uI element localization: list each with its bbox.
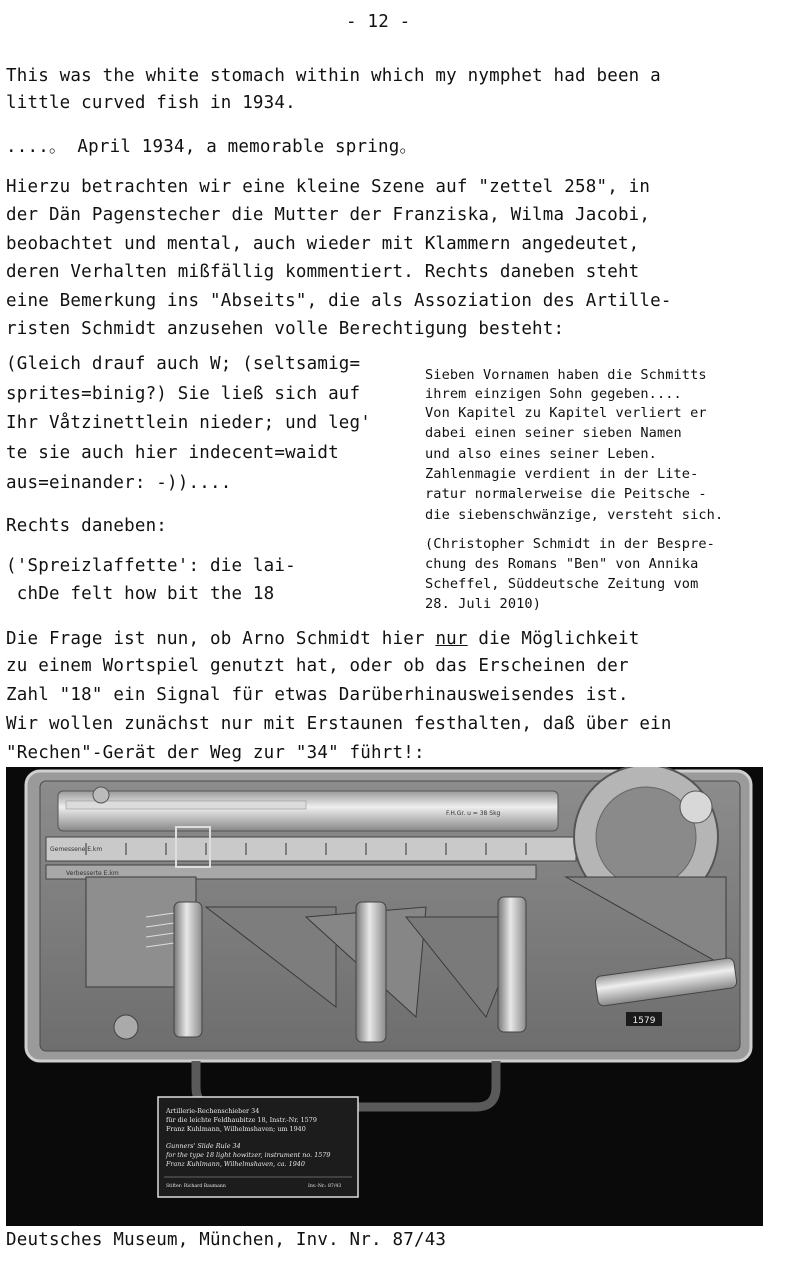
para2-line: ....。 April 1934, a memorable spring。 bbox=[6, 137, 418, 157]
side-source-line3: Scheffel, Süddeutsche Zeitung vom bbox=[425, 576, 699, 592]
card-donor: Stifter: Richard Baumann bbox=[166, 1184, 226, 1189]
spreiz-line2: chDe felt how bit the 18 bbox=[6, 584, 275, 604]
scale-label: Verbesserte E.km bbox=[66, 870, 119, 877]
slide-rule-photo bbox=[6, 767, 763, 1226]
card-en-title: Gunners' Slide Rule 34 bbox=[166, 1142, 241, 1150]
quote-left-line1: (Gleich drauf auch W; (seltsamig= bbox=[6, 354, 361, 374]
para4-line2: zu einem Wortspiel genutzt hat, oder ob das Erscheinen der bbox=[6, 656, 629, 676]
side-source-line1: (Christopher Schmidt in der Bespre- bbox=[425, 536, 715, 552]
side-source-line2: chung des Romans "Ben" von Annika bbox=[425, 556, 699, 572]
side-quote-line1: Sieben Vornamen haben die Schmitts bbox=[425, 367, 707, 383]
para3-line3: beobachtet und mental, auch wieder mit Klammern angedeutet, bbox=[6, 234, 640, 254]
para3-line5: eine Bemerkung ins "Abseits", die als Assoziation des Artille- bbox=[6, 291, 672, 311]
card-title: Artillerie-Rechenschieber 34 bbox=[166, 1107, 260, 1115]
para3-line2: der Dän Pagenstecher die Mutter der Franziska, Wilma Jacobi, bbox=[6, 205, 651, 225]
para3-line6: risten Schmidt anzusehen volle Berechtigung besteht: bbox=[6, 319, 565, 339]
para1-line1: This was the white stomach within which my nymphet had been a bbox=[6, 66, 661, 86]
card-line3: Franz Kuhlmann, Wilhelmshaven; um 1940 bbox=[166, 1125, 306, 1133]
gemessene-label: Gemessene E.km bbox=[50, 846, 103, 853]
photo-caption: Deutsches Museum, München, Inv. Nr. 87/43 bbox=[6, 1230, 447, 1250]
page-number: - 12 - bbox=[346, 12, 411, 32]
tube-label: F.H.Gr. u = 38 Skg bbox=[446, 810, 501, 817]
para4-line1 bbox=[6, 625, 639, 654]
side-quote-line7: ratur normalerweise die Peitsche - bbox=[425, 486, 707, 502]
para4-underlined-word: nur bbox=[435, 629, 468, 649]
side-quote-line6: Zahlenmagie verdient in der Lite- bbox=[425, 466, 699, 482]
side-quote-line4: dabei einen seiner sieben Namen bbox=[425, 425, 682, 441]
side-quote-line3: Von Kapitel zu Kapitel verliert er bbox=[425, 405, 707, 421]
quote-left-line5: aus=einander: -)).... bbox=[6, 473, 232, 493]
side-quote-line8: die siebenschwänzige, versteht sich. bbox=[425, 507, 724, 523]
para3-line1: Hierzu betrachten wir eine kleine Szene auf "zettel 258", in bbox=[6, 177, 651, 197]
quote-left-line4: te sie auch hier indecent=waidt bbox=[6, 443, 339, 463]
side-source-line4: 28. Juli 2010) bbox=[425, 596, 541, 612]
para4-line1-before: Die Frage ist nun, ob Arno Schmidt hier bbox=[6, 629, 436, 649]
para1-line2: little curved fish in 1934. bbox=[6, 93, 296, 113]
para4-line3: Zahl "18" ein Signal für etwas Darüberhinausweisendes ist. bbox=[6, 685, 629, 705]
side-quote-line2: ihrem einzigen Sohn gegeben.... bbox=[425, 386, 682, 402]
serial-number: 1579 bbox=[632, 1016, 656, 1026]
para3-line4: deren Verhalten mißfällig kommentiert. Rechts daneben steht bbox=[6, 262, 640, 282]
quote-left-line3: Ihr Våtzinettlein nieder; und leg' bbox=[6, 413, 372, 433]
card-inv: Inv.-Nr.: 87/43 bbox=[308, 1184, 342, 1189]
side-quote-line5: und also eines seiner Leben. bbox=[425, 446, 657, 462]
para4-line1-after: die Möglichkeit bbox=[467, 629, 640, 649]
spreiz-line1: ('Spreizlaffette': die lai- bbox=[6, 556, 296, 576]
para4-line5: "Rechen"-Gerät der Weg zur "34" führt!: bbox=[6, 743, 425, 763]
quote-left-line2: sprites=binig?) Sie ließ sich auf bbox=[6, 384, 361, 404]
para4-line4: Wir wollen zunächst nur mit Erstaunen festhalten, daß über ein bbox=[6, 714, 672, 734]
card-en-line2: for the type 18 light howitzer, instrument no. 1579 bbox=[166, 1151, 331, 1159]
card-en-line3: Franz Kuhlmann, Wilhelmshaven, ca. 1940 bbox=[166, 1160, 305, 1168]
card-line2: für die leichte Feldhaubitze 18, Instr.-Nr. 1579 bbox=[166, 1116, 317, 1124]
rechts-daneben-label: Rechts daneben: bbox=[6, 516, 168, 536]
